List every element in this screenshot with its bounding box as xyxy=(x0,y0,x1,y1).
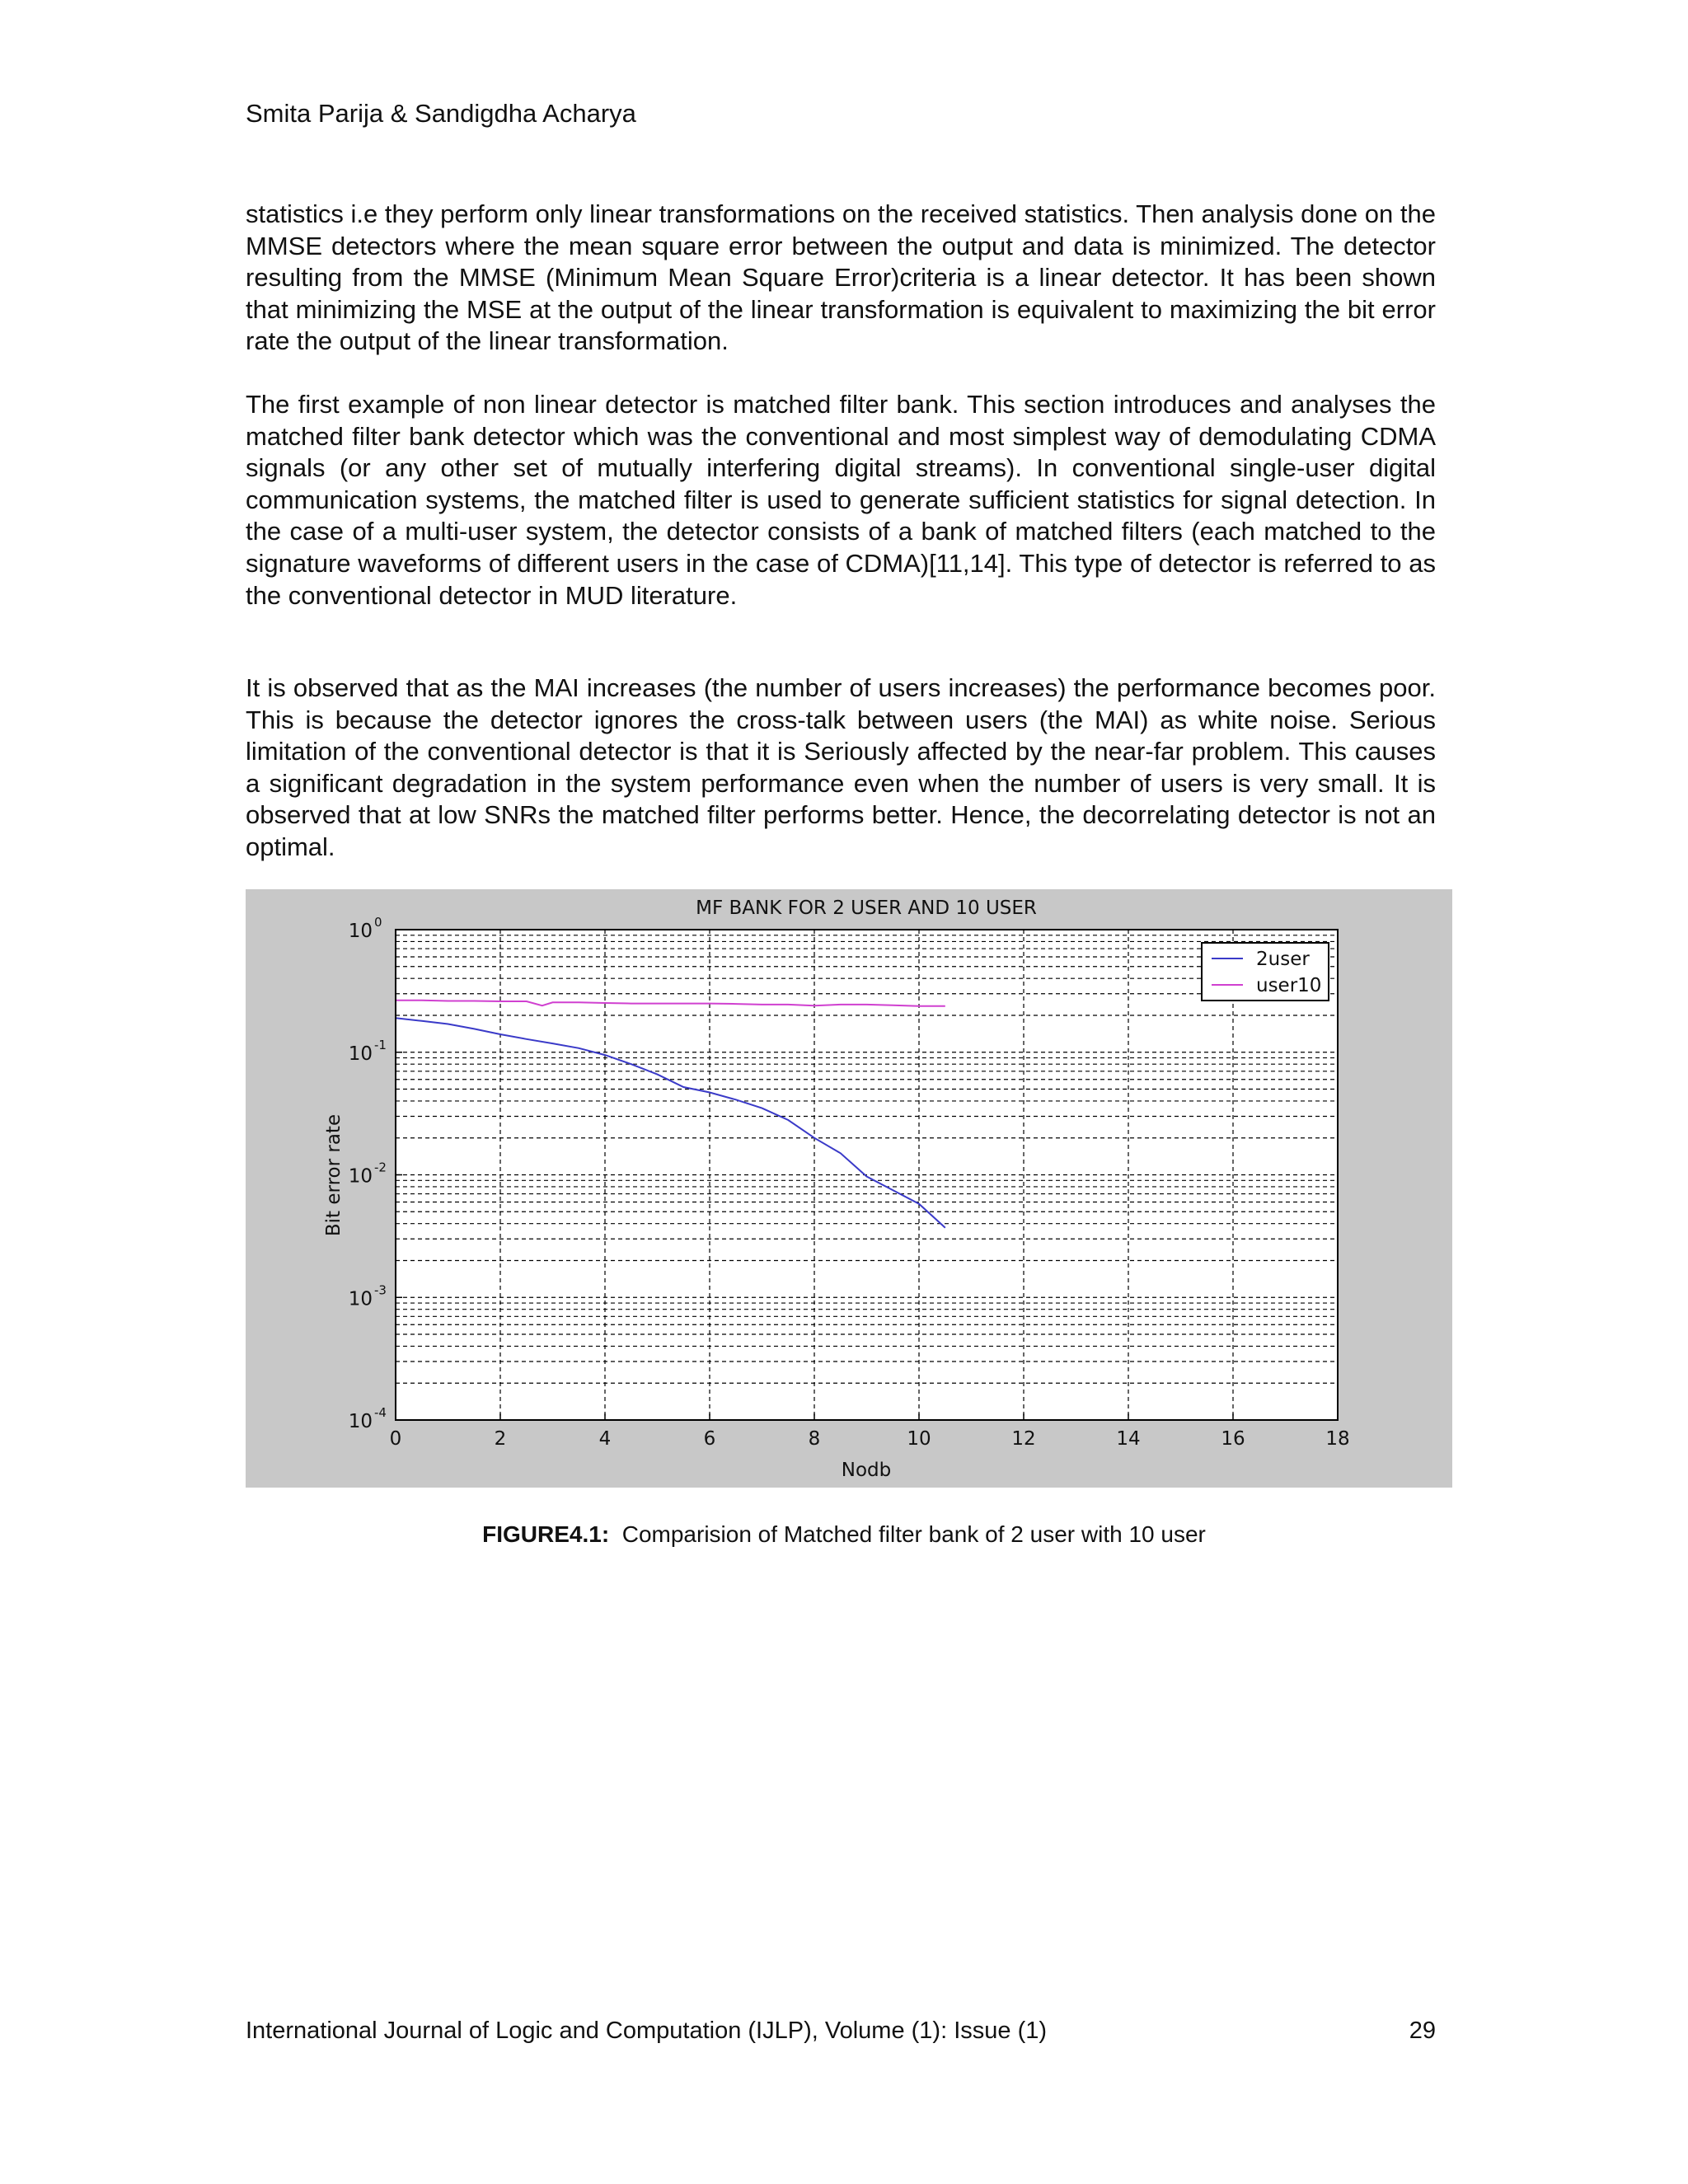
caption-label: FIGURE4.1: xyxy=(482,1521,610,1547)
y-tick-label: 10 xyxy=(348,1043,373,1065)
paragraph-1: statistics i.e they perform only linear transformations on the received statistics. Then analysis done on the MMSE detectors where the mean square error between the output and data is minimized. The detector resulting from the MMSE (Minimum Mean Square Error)criteria is a linear detector. It has been shown that minimizing the MSE at the output of the linear transformation is equivalent to maximizing the bit error rate the output of the linear transformation. xyxy=(246,199,1436,356)
x-tick-label: 14 xyxy=(1116,1428,1141,1450)
x-tick-label: 18 xyxy=(1325,1428,1350,1450)
caption-text: Comparision of Matched filter bank of 2 user with 10 user xyxy=(621,1521,1206,1547)
figure-4-1 xyxy=(246,889,1452,1488)
x-tick-label: 2 xyxy=(494,1428,507,1450)
y-tick-exponent: -2 xyxy=(374,1160,387,1175)
x-tick-label: 10 xyxy=(907,1428,931,1450)
x-axis-label: Nodb xyxy=(841,1460,892,1481)
figure-caption xyxy=(0,1520,1688,1549)
paragraph-2: The first example of non linear detector is matched filter bank. This section introduces and analyses the matched filter bank detector which was the conventional and most simplest way of demodulating CDMA signals (or any other set of mutually interfering digital streams). In conventional single-user digital communication systems, the matched filter is used to generate sufficient statistics for signal detection. In the case of a multi-user system, the detector consists of a bank of matched filters (each matched to the signature waveforms of different users in the case of CDMA)[11,14]. This type of detector is referred to as the conventional detector in MUD literature. xyxy=(246,390,1436,610)
y-tick-exponent: 0 xyxy=(374,915,382,930)
y-tick-exponent: -1 xyxy=(374,1037,387,1052)
x-tick-label: 16 xyxy=(1221,1428,1245,1450)
y-tick-exponent: -3 xyxy=(374,1282,387,1298)
y-tick-exponent: -4 xyxy=(374,1405,387,1420)
y-axis-label: Bit error rate xyxy=(323,1113,345,1237)
y-tick-label: 10 xyxy=(348,1288,373,1310)
page-number: 29 xyxy=(1409,2018,1436,2044)
x-tick-label: 4 xyxy=(598,1428,612,1450)
x-tick-label: 6 xyxy=(703,1428,716,1450)
running-header: Smita Parija & Sandigdha Acharya xyxy=(246,99,636,128)
legend-label-user10: user10 xyxy=(1256,975,1322,996)
paragraph-3: It is observed that as the MAI increases (the number of users increases) the performance becomes poor. This is because the detector ignores the cross-talk between users (the MAI) as white noise. Serious limitation of the conventional detector is that it is Seriously affected by the near-far problem. This causes a significant degradation in the system performance even when the number of users is very small. It is observed that at low SNRs the matched filter performs better. Hence, the decorrelating detector is not an optimal. xyxy=(246,673,1436,861)
legend-label-2user: 2user xyxy=(1256,949,1310,970)
x-tick-label: 8 xyxy=(808,1428,821,1450)
x-tick-label: 0 xyxy=(389,1428,402,1450)
footer-journal: International Journal of Logic and Computation (IJLP), Volume (1): Issue (1) xyxy=(246,2018,1048,2044)
y-tick-label: 10 xyxy=(348,1411,373,1432)
y-tick-label: 10 xyxy=(348,1165,373,1188)
y-tick-label: 10 xyxy=(348,921,373,942)
x-tick-label: 12 xyxy=(1011,1428,1036,1450)
legend xyxy=(1202,943,1329,1001)
chart-title: MF BANK FOR 2 USER AND 10 USER xyxy=(696,898,1037,919)
ber-chart xyxy=(246,889,1452,1488)
